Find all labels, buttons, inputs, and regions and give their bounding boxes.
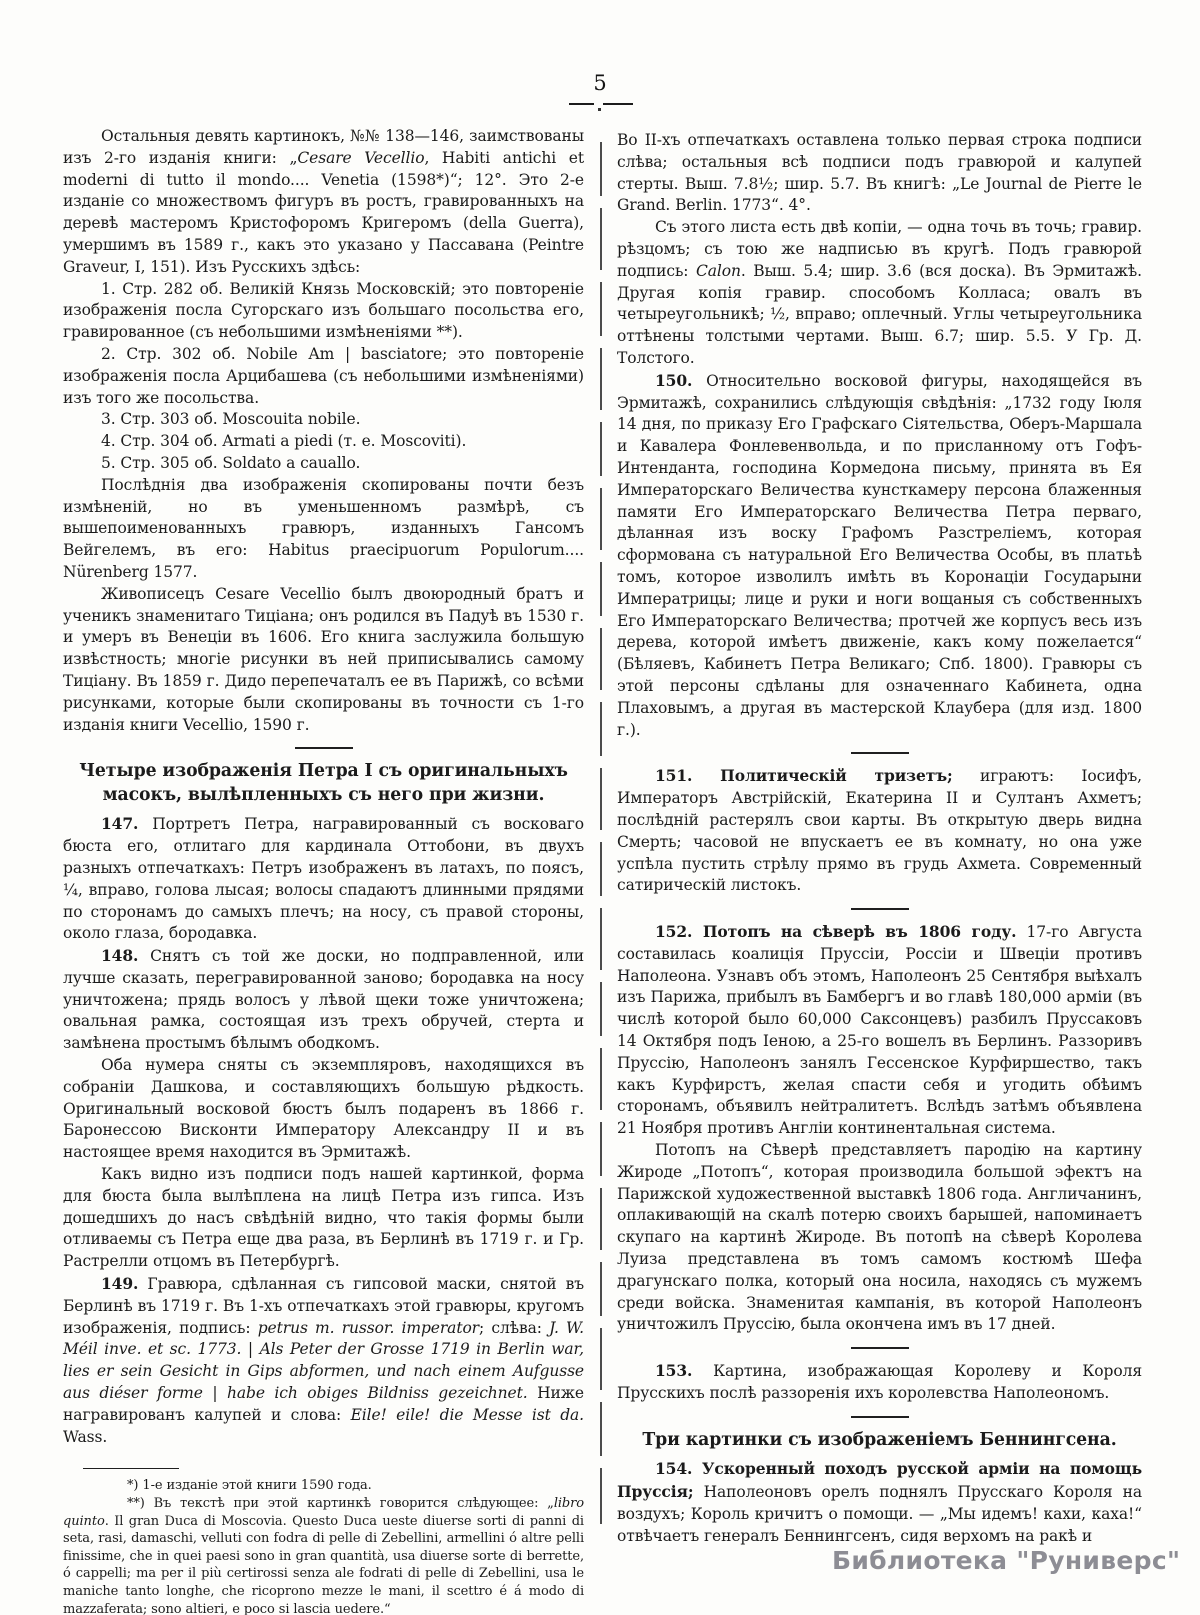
text-segment: , Habiti antichi et moderni di tutto il mondo.... Venetia (1598*)“; 12°. Это 2-е изданіе со множествомъ фигуръ въ ростъ, гравированныхъ на деревѣ мастеромъ Кристофоромъ Кригеромъ (della Guerra), умершимъ въ 1589 г., какъ это указано у Пассавана (Peintre Graveur, I, 151). Изъ Русскихъ здѣсь:: [63, 148, 584, 276]
paragraph: [617, 130, 1142, 217]
footnote: [63, 1477, 584, 1495]
right-column: [617, 130, 1142, 1548]
text-segment: Относительно восковой фигуры, находящейся въ Эрмитажѣ, сохранились слѣдующія свѣдѣнія: „1732 году Іюля 14 дня, по приказу Его Графскаго Сіятельства, Оберъ-Маршала и Кавалера Фонлевенвольда, и по присланному отъ Гофъ-Интенданта, господина Кормедона письму, принята въ Ея Императорскаго Величества кунсткамеру персона блаженныя памяти Его Императорскаго Величества Петра перваго, дѣланная изъ воску Графомъ Разстреліемъ, которая сформована съ натуральной Его Величества Особы, въ платьѣ томъ, которое изволилъ имѣть въ Коронаціи Государыни Императрицы; лице и руки и ноги вощаныя съ собственныхъ Его Императорскаго Величества; протчей же корпусъ весь изъ дерева, которой имѣетъ движеніе, какъ кому пожелается“ (Бѣляевъ, Кабинетъ Петра Великаго; Спб. 1800). Гравюры съ этой персоны сдѣланы для означеннаго Кабинета, одна Плаховымъ, а другая въ мастерской Клаубера (для изд. 1800 г.).: [617, 371, 1142, 739]
text-segment: 3. Стр. 303 об. Moscouita nobile.: [101, 410, 361, 429]
paragraph: [63, 945, 584, 1055]
text-segment: Портретъ Петра, награвированный съ восковаго бюста его, отлитаго для кардинала Оттобони, въ двухъ разныхъ отпечаткахъ: Петръ изображенъ въ латахъ, по поясъ, ¼, вправо, голова лысая; волосы спадаютъ длинными прядями по сторонамъ до самыхъ плечъ; на носу, съ правой стороны, около глаза, бородавка.: [63, 815, 584, 943]
text-segment: Гравюра, сдѣланная съ гипсовой маски, снятой въ Берлинѣ въ 1719 г. Въ 1-хъ отпечаткахъ этой гравюры, кругомъ изображенія, подпись:: [63, 1275, 584, 1337]
paragraph: [63, 813, 584, 945]
text-segment: 150.: [655, 370, 693, 390]
text-segment: **) Въ текстѣ при этой картинкѣ говорится слѣдующее: „: [127, 1496, 554, 1512]
page-number: 5: [593, 71, 607, 95]
text-segment: 1. Стр. 282 об. Великій Князь Московскій; это повтореніе изображенія посла Сугорскаго изъ большаго посольства его, гравированное (съ небольшими измѣненіями **).: [63, 279, 584, 342]
paragraph: [63, 1164, 584, 1273]
section-divider: [851, 1416, 909, 1418]
text-segment: Снятъ съ той же доски, но подправленной, или лучше сказать, перегравированной заново; бородавка на носу уничтожена; прядь волосъ у лѣвой щеки тоже уничтожена; овальная рамка, состоящая изъ трехъ обручей, стерта и замѣнена простымъ бѣлымъ ободкомъ.: [63, 947, 584, 1053]
left-column: [63, 126, 584, 1615]
page-number-dot: [598, 108, 601, 111]
text-segment: Ниже награвированъ калупей и слова:: [63, 1384, 584, 1424]
paragraph: [617, 370, 1142, 742]
text-segment: Какъ видно изъ подписи подъ нашей картинкой, форма для бюста была вылѣплена на лицѣ Петра изъ гипса. Изъ дошедшихъ до насъ свѣдѣній видно, что такія формы были отливаемы съ Петра еще два раза, въ Берлинѣ въ 1719 г. и Гр. Растрелли отцомъ въ Петербургѣ.: [63, 1165, 584, 1271]
paragraph: [617, 921, 1142, 1140]
text-segment: 151. Политическій тризетъ;: [655, 766, 953, 786]
paragraph: [63, 431, 584, 453]
paragraph: [63, 453, 584, 475]
text-segment: 153.: [655, 1361, 693, 1381]
paragraph: [63, 344, 584, 409]
text-segment: Оба нумера сняты съ экземпляровъ, находящихся въ собраніи Дашкова, и составляющихъ большую рѣдкость. Оригинальный восковой бюстъ былъ подаренъ въ 1866 г. Баронессою Висконти Императору Александру II и въ настоящее время находится въ Эрмитажѣ.: [63, 1056, 584, 1162]
text-segment: 147.: [101, 814, 139, 834]
text-segment: J. W. Méil inve. et sc. 1773. | Als Peter der Grosse 1719 in Berlin war, lies er sein Gesicht in Gips abformen, und nach einem Aufgusse aus diéser forme | habe ich obiges Bildniss gezeichnet.: [63, 1318, 585, 1403]
text-segment: Calon: [695, 261, 741, 280]
text-segment: *) 1-е изданіе этой книги 1590 года.: [127, 1478, 372, 1494]
section-divider: [295, 747, 353, 749]
footnote-rule: [83, 1468, 179, 1469]
paragraph: [63, 1273, 584, 1448]
section-divider: [851, 752, 909, 754]
text-segment: Остальныя девять картинокъ, №№ 138—146, заимствованы изъ 2-го изданія книги: „: [63, 127, 584, 167]
text-segment: 5. Стр. 305 об. Soldato a cauallo.: [101, 453, 361, 472]
text-segment: 154. Ускоренный походъ русской арміи на помощь Пруссія;: [617, 1459, 1142, 1502]
text-segment: Наполеоновъ орелъ поднялъ Прусскаго Короля на воздухъ; Король кричитъ о помощи. — „Мы идемъ! кахи, каха!“ отвѣчаетъ генералъ Беннингсенъ, сидя верхомъ на ракѣ и: [617, 1483, 1142, 1545]
text-segment: ; слѣва:: [479, 1318, 550, 1337]
text-segment: Картина, изображающая Королеву и Короля Прусскихъ послѣ раззоренія ихъ королевства Наполеономъ.: [617, 1362, 1142, 1403]
paragraph: [617, 217, 1142, 370]
text-segment: Eile! eile! die Messe ist da.: [350, 1405, 585, 1424]
paragraph: [63, 126, 584, 279]
paragraph: [63, 409, 584, 431]
text-segment: Съ этого листа есть двѣ копіи, — одна точь въ точь; гравир. рѣзцомъ; съ тою же надписью въ кругѣ. Подъ гравюрой подпись:: [617, 218, 1142, 280]
text-segment: 4. Стр. 304 об. Armati a piedi (т. е. Moscoviti).: [101, 432, 467, 451]
paragraph: [63, 1055, 584, 1164]
text-segment: Во ІІ-хъ отпечаткахъ оставлена только первая строка подписи слѣва; остальныя всѣ подписи подъ гравюрой и калупей стерты. Выш. 7.8½; шир. 5.7. Въ книгѣ: „Le Journal de Pierre le Grand. Berlin. 1773“. 4°.: [617, 131, 1142, 215]
paragraph: [617, 765, 1142, 897]
paragraph: [63, 475, 584, 584]
section-divider: [851, 908, 909, 910]
text-segment: Живописецъ Cesare Vecellio былъ двоюродный братъ и ученикъ знаменитаго Тиціана; онъ родился въ Падуѣ въ 1530 г. и умеръ въ Венеціи въ 1606. Его книга заслужила большую извѣстность; многіе рисунки въ ней приписывались самому Тиціану. Въ 1859 г. Дидо перепечаталъ ее въ Парижѣ, со всѣми рисунками, которые были скопированы въ точности съ 1-го изданія книги Vecellio, 1590 г.: [63, 584, 584, 734]
paragraph: [617, 1360, 1142, 1405]
paragraph: [63, 279, 584, 344]
paragraph: [63, 584, 584, 737]
paragraph: [617, 1458, 1142, 1547]
text-segment: . Il gran Duca di Moscovia. Questo Duca ueste diuerse sorti di panni di seta, rasi, damaschi, velluti con fodra di pelle di Zebellini, armellini ó altre pelli finissime, che in quei paesi sono in gran quantità, usa diuerse sorte di berrette, ó cappelli; ma per il più certirossi senza ale fodrati di pelle di Zebellini, usa le maniche tanto longhe, che ricoprono mezze le mani, il scettro é á modo di mazzaferata; sono altieri, e poco si lascia uedere.“: [63, 1513, 584, 1615]
text-segment: 152. Потопъ на сѣверѣ въ 1806 году.: [655, 922, 1017, 942]
text-segment: libro quinto: [63, 1496, 584, 1529]
section-heading: Четыре изображенія Петра I съ оригинальныхъ масокъ, вылѣпленныхъ съ него при жизни.: [79, 761, 568, 805]
text-segment: . Выш. 5.4; шир. 3.6 (вся доска). Въ Эрмитажѣ. Другая копія гравир. способомъ Колласа; овалъ въ четыреугольникѣ; ½, вправо; оплечный. Углы четыреугольника оттѣнены толстыми чертами. Выш. 6.7; шир. 5.5. У Гр. Д. Толстого.: [617, 261, 1142, 367]
text-segment: Потопъ на Сѣверѣ представляетъ пародію на картину Жироде „Потопъ“, которая производила большой эфектъ на Парижской художественной выставкѣ 1806 года. Англичанинъ, оплакивающій на скалѣ потерю своихъ барышей, напоминаетъ скупаго на картинѣ Жироде. Въ потопѣ на сѣверѣ Королева Луиза представлена въ томъ самомъ костюмѣ Шефа драгунскаго полка, который она носила, находясь съ мужемъ среди войска. Знаменитая кампанія, въ которой Наполеонъ уничтожилъ Пруссію, была окончена имъ въ 17 дней.: [617, 1141, 1142, 1334]
page-number-rule: [569, 103, 633, 105]
paragraph: [617, 1140, 1142, 1336]
text-segment: 148.: [101, 946, 139, 966]
section-divider: [851, 1347, 909, 1349]
text-segment: Послѣднія два изображенія скопированы почти безъ измѣненій, но въ уменьшенномъ размѣрѣ, съ вышепоименованныхъ гравюръ, изданныхъ Гансомъ Вейгелемъ, въ его: Habitus praecipuorum Populorum.... Nürenberg 1577.: [63, 475, 584, 581]
text-segment: 17-го Августа составилась коалиція Пруссіи, Россіи и Швеціи противъ Наполеона. Узнавъ объ этомъ, Наполеонъ 25 Сентября выѣхалъ изъ Парижа, прибылъ въ Бамбергъ и во главѣ 180,000 арміи (въ числѣ которой было 60,000 Саксонцевъ) разбилъ Пруссаковъ 14 Октября подъ Іеною, а 25-го вошелъ въ Берлинъ. Раззоривъ Пруссію, Наполеонъ занялъ Гессенское Курфиршество, такъ какъ Курфирстъ, желая спасти себя и угодить обѣимъ сторонамъ, объявилъ нейтралитетъ. Вслѣдъ затѣмъ объявлена 21 Ноября противъ Англіи континентальная система.: [617, 923, 1142, 1138]
text-segment: Wass.: [63, 1427, 108, 1446]
library-watermark: Библиотека "Руниверс": [832, 1546, 1181, 1575]
text-segment: 2. Стр. 302 об. Nobile Am | basciatore; это повтореніе изображенія посла Арцибашева (съ небольшими измѣненіями) изъ того же посольства.: [63, 344, 584, 407]
text-segment: 149.: [101, 1274, 139, 1294]
gutter-scan-artifact: [600, 142, 602, 1524]
section-heading: Три картинки съ изображеніемъ Беннингсена.: [642, 1429, 1117, 1450]
footnote: [63, 1495, 584, 1615]
text-segment: играютъ: Іосифъ, Императоръ Австрійскій, Екатерина II и Султанъ Ахметъ; послѣдній растерялъ свои карты. Въ открытую дверь видна Смерть; часовой не впускаетъ ее въ комнату, но она уже успѣла пустить стрѣлу прямо въ грудь Ахмета. Современный сатирическій листокъ.: [617, 767, 1143, 895]
text-segment: petrus m. russor. imperator: [257, 1318, 479, 1337]
text-segment: Cesare Vecellio: [297, 148, 425, 167]
